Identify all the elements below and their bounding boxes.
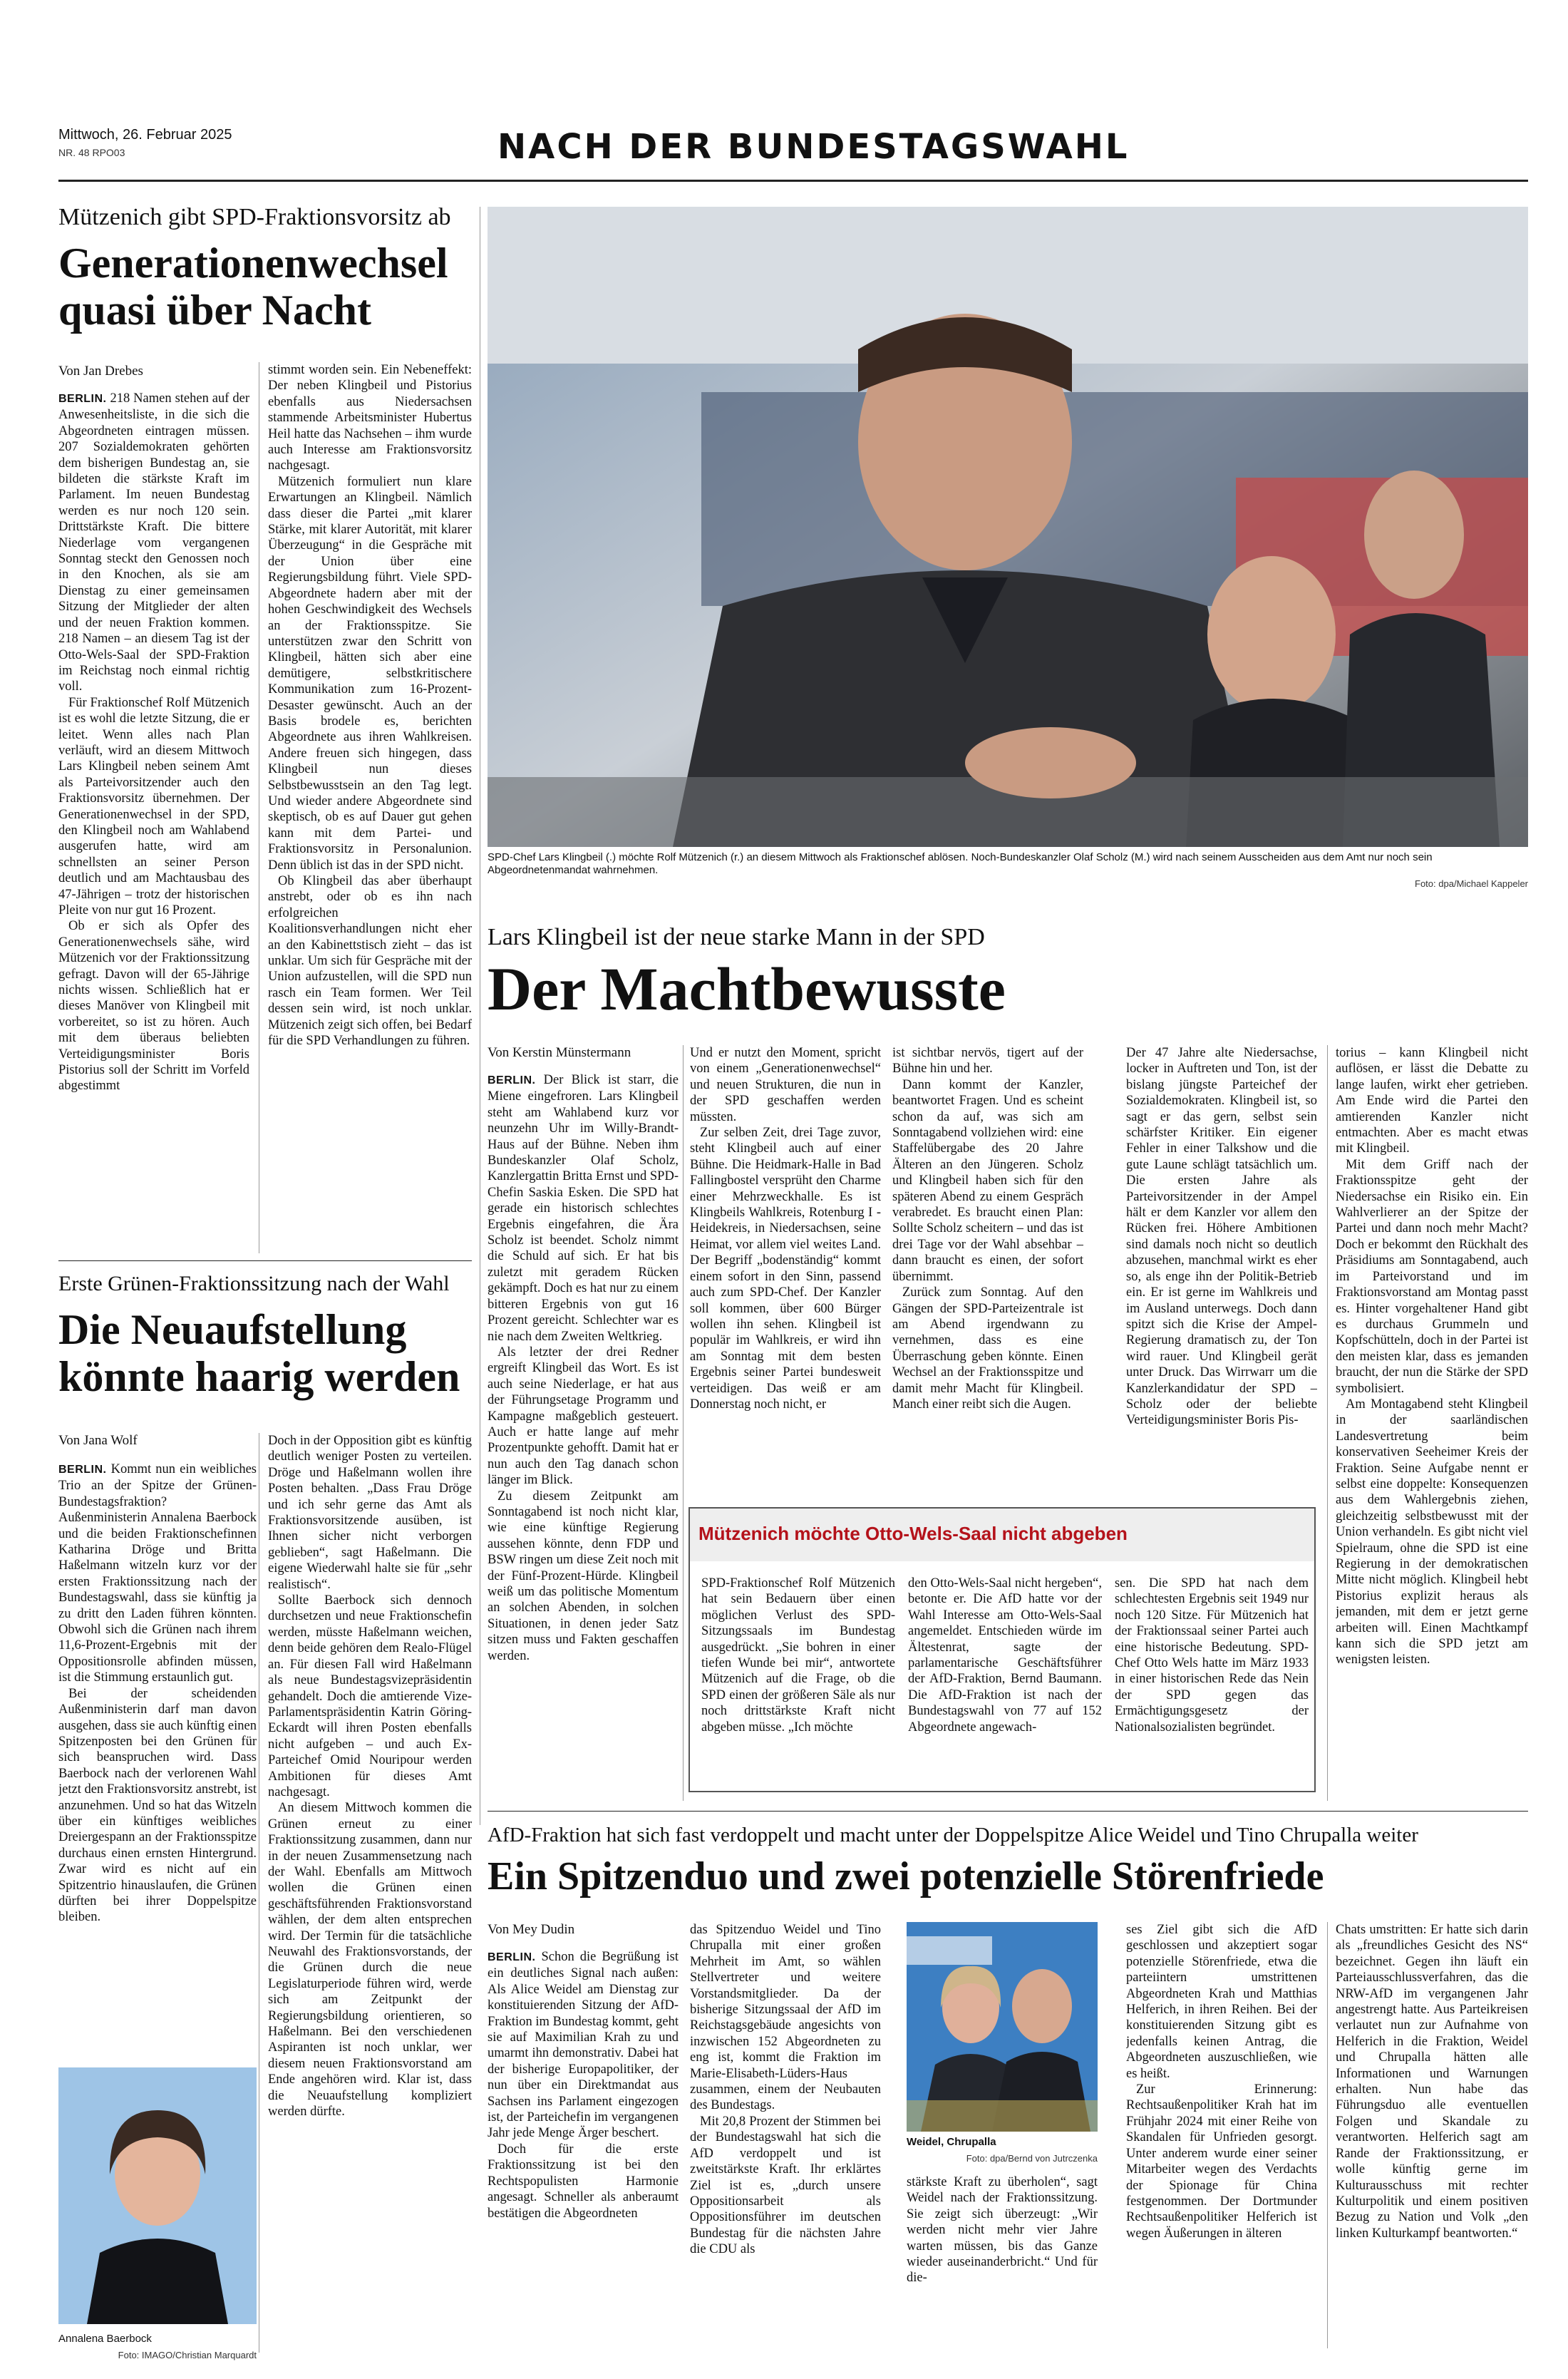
paragraph: Doch für die erste Fraktionssitzung ist bei den Rechtspopulisten Harmonie angesagt. Schneller als anberaumt bestätigen die Abgeordneten	[488, 2142, 679, 2221]
afd-photo	[907, 1922, 1098, 2132]
dateline-city: BERLIN.	[488, 1074, 536, 1086]
paragraph	[488, 1072, 679, 1345]
paragraph: das Spitzenduo Weidel und Tino Chrupalla mit einer großen Mehrheit im Amt, so wählen Stellvertreter und weitere Vorstandsmitglieder. Da der bisherige Sitzungssaal der AfD im Reichstagsgebäude angesichts von inzwischen 152 Abgeordneten zu eng ist, kommt die Fraktion im Marie-Elisabeth-Lüders-Haus zusammen, einem der Neubauten des Bundestags.	[690, 1923, 881, 2113]
article4-byline: Von Mey Dudin	[488, 1922, 575, 1937]
paragraph-text: Der Blick ist starr, die Miene eingefroren. Lars Klingbeil steht am Wahlabend kurz vor neunzehn Uhr im Willy-Brandt-Haus auf der Bühne. Neben ihm Bundeskanzler Olaf Scholz, Kanzlergattin Britta Ernst und SPD-Chefin Saskia Esken. Die SPD hat gerade ein historisch schlechtes Ergebnis eingefahren, die Ära Scholz ist beendet. Scholz nimmt die Schuld auf sich. Er hat bis zuletzt mit geradem Rücken gekämpft. Doch es hat nur zu einem bitteren Ergebnis von gut 16 Prozent gereicht. Schlechter war es nie nach dem Zweiten Weltkrieg.	[488, 1073, 679, 1344]
article1-headline-line1: Generationenwechsel	[58, 240, 448, 287]
main-photo	[488, 207, 1528, 847]
section-rule	[58, 1260, 472, 1261]
article4-column-5	[1336, 1922, 1528, 2348]
paragraph: Und er nutzt den Moment, spricht von einem „Generationenwechsel“ und neuen Strukturen, die nun in der SPD geschaffen werden müssten.	[690, 1046, 881, 1124]
paragraph: ses Ziel gibt sich die AfD geschlossen und akzeptiert sogar potenzielle Störenfriede, etwa die parteiintern umstrittenen Abgeordneten Krah und Matthias Helferich, in ihren Reihen. Bei der konstituierenden Sitzung gibt es jedenfalls keinen Antrag, die Abgeordneten auszuschließen, wie es heißt.	[1126, 1923, 1317, 2081]
article2-kicker: Lars Klingbeil ist der neue starke Mann in der SPD	[488, 924, 985, 950]
column-divider	[1327, 1922, 1328, 2348]
paragraph: Sollte Baerbock sich dennoch durchsetzen und neue Fraktionschefin werden, müsste Haßelmann weichen, denn beide gehören dem Realo-Flügel an. Für diesen Fall wird Haßelmann als neue Bundestagsvizepräsidentin gehandelt. Doch die amtierende Vize-Parlamentspräsidentin Katrin Göring-Eckardt will ihren Posten ebenfalls nicht aufgeben – und auch Ex-Parteichef Omid Nouripour werden Ambitionen für dieses Amt nachgesagt.	[268, 1593, 472, 1799]
article3-headline	[58, 1306, 460, 1400]
paragraph: Bei der scheidenden Außenministerin darf man davon ausgehen, dass sie auch künftig einen Spitzenposten bei den Grünen für sich beanspruchen wird. Dass Baerbock nach der verlorenen Wahl jetzt den Fraktionsvorsitz anstrebt, ist anzunehmen. Und so hat das Witzeln über ein künftiges weibliches Dreiergespann an der Fraktionsspitze durchaus einen ernsten Hintergrund. Zwar wird es nicht auf ein Spitzentrio hinauslaufen, die Grünen dürften bei ihrer Doppelspitze bleiben.	[58, 1686, 257, 1925]
paragraph: An diesem Mittwoch kommen die Grünen erneut zu einer Fraktionssitzung zusammen, dann nur in der neuen Zusammensetzung nach der Wahl. Ebenfalls am Mittwoch wollen die Grünen einen geschäftsführenden Fraktionsvorstand wählen, der dem alten entsprechen wird. Der Termin für die tatsächliche Neuwahl des Fraktionsvorstands, der die Grünen durch die neue Legislaturperiode führen wird, werde sich am Zeitpunkt der Regierungsbildung orientieren, so Haßelmann. Bei den verschiedenen Aspiranten ist noch unklar, wer diesem neuen Fraktionsvorstand am Ende angehören wird. Klar ist, dass die Neuaufstellung kompliziert werden dürfte.	[268, 1801, 472, 2119]
info-box-column-2	[908, 1576, 1102, 1787]
paragraph: Zurück zum Sonntag. Auf den Gängen der SPD-Parteizentrale ist am Abend irgendwann zu vernehmen, dass es eine Überraschung geben könnte. Einen Wechsel an der Fraktionsspitze und damit mehr Macht für Klingbeil. Manch einer reibt sich die Augen.	[892, 1285, 1083, 1412]
baerbock-photo-illustration	[58, 2067, 257, 2324]
issue-number: NR. 48 RPO03	[58, 147, 125, 158]
paragraph: Am Montagabend steht Klingbeil in der saarländischen Landesvertretung beim konservativen Seeheimer Kreis der Fraktion. Seine Aufgabe nennt er selbst eine doppelte: Konsequenzen aus dem Wahlergebnis ziehen, gleichzeitig selbstbewusst mit der Union verhandeln. Es gibt nicht viel Spielraum, ohne die SPD ist eine Regierung in der demokratischen Mitte nicht möglich. Klingbeil hebt Pistorius explizit heraus als jemanden, mit dem er jetzt gerne arbeiten will. Einen Machtkampf kann sich die SPD jetzt am wenigsten leisten.	[1336, 1397, 1528, 1668]
section-title: NACH DER BUNDESTAGSWAHL	[497, 127, 1130, 167]
article1-column-1	[58, 391, 249, 1253]
paragraph: sen. Die SPD hat nach dem schlechtesten Ergebnis seit 1949 nur noch 120 Sitze. Für Mützenich hat der Fraktionssaal seiner Partei auch eine historische Bedeutung. SPD-Chef Otto Wels hatte im März 1933 in einer historischen Rede das Nein der SPD gegen das Ermächtigungsgesetz der Nationalsozialisten begründet.	[1115, 1576, 1309, 1735]
article2-column-2	[690, 1045, 881, 1499]
article2-byline: Von Kerstin Münstermann	[488, 1045, 631, 1060]
paragraph: Der 47 Jahre alte Niedersachse, locker in Auftreten und Ton, ist der bislang jüngste Parteichef der Sozialdemokraten. Klingbeil ist, so sagt er das gern, selbst sein schärfster Kritiker. Ein eigener Fehler in einer Talkshow und die gute Laune schlägt tatsächlich um. Die ersten Jahre als Parteivorsitzender in der Ampel hält er dem Kanzler vor allem den Rücken frei. Höhere Ambitionen sind damals noch nicht so deutlich abzusehen, manchmal wirkt es eher so, als enge ihn der Politik-Betrieb ein. Er ist gerne im Wahlkreis und im Ausland unterwegs. Doch dann spitzt sich die Krise der Ampel-Regierung dramatisch zu, der Ton wird rauer. Und Klingbeil gerät unter Druck. Das Wirrwarr um die Kanzlerkandidatur der SPD – Scholz oder der beliebte Verteidigungsminister Boris Pis-	[1126, 1046, 1317, 1428]
dateline-city: BERLIN.	[58, 1464, 107, 1476]
baerbock-photo-credit: Foto: IMAGO/Christian Marquardt	[118, 2350, 257, 2360]
paragraph: Zu diesem Zeitpunkt am Sonntagabend ist noch nicht klar, wie eine künftige Regierung aussehen könnte, denn FDP und BSW ringen um diese Zeit noch mit der Fünf-Prozent-Hürde. Klingbeil weiß um das politische Momentum an solchen Abenden, in solchen Situationen, in denen jeder Satz sitzen muss und Fakten geschaffen werden.	[488, 1489, 679, 1663]
paragraph: Mützenich formuliert nun klare Erwartungen an Klingbeil. Nämlich dass dieser die Partei „mit klarer Stärke, mit klarer Autorität, mit klarer Überzeugung“ in die Gespräche mit der Union über eine Regierungsbildung führt. Viele SPD-Abgeordnete hadern aber mit der hohen Geschwindigkeit des Wechsels an der Fraktionsspitze. Sie unterstützen zwar den Schritt von Klingbeil, hätten sich aber eine demütigere, selbstkritischere Kommunikation zum 16-Prozent-Desaster gewünscht. Auch an der Basis brodele es, berichten Abgeordnete aus ihren Wahlkreisen. Andere freuen sich hingegen, dass Klingbeil nun dieses Selbstbewusstsein an den Tag legt. Und wieder andere Abgeordnete sind skeptisch, ob es auf Dauer gut gehen kann mit dem Partei- und Fraktionsvorsitz in Personalunion. Denn üblich ist das in der SPD nicht.	[268, 474, 472, 873]
paragraph: stärkste Kraft zu überholen“, sagt Weidel nach der Fraktionssitzung. Sie zeigt sich überzeugt: „Wir werden nicht mehr vier Jahre warten müssen, bis das Ganze wieder auseinanderbricht.“ Und für die-	[907, 2175, 1098, 2286]
article2-column-5	[1336, 1045, 1528, 1801]
article3-headline-line1: Die Neuaufstellung	[58, 1306, 407, 1353]
dateline-city: BERLIN.	[58, 393, 107, 405]
paragraph: Als letzter der drei Redner ergreift Klingbeil das Wort. Es ist auch seine Niederlage, er hat aus der Führungsetage Programm und Kampagne maßgeblich gesteuert. Auch er hatte lange auf mehr Prozentpunkte gehofft. Damit hat er nun auch den Tag danach schon länger im Blick.	[488, 1345, 679, 1488]
paragraph: Für Fraktionschef Rolf Mützenich ist es wohl die letzte Sitzung, die er leitet. Wenn alles nach Plan verläuft, wird an diesem Mittwoch Lars Klingbeil neben seinem Amt als Parteivorsitzender auch den Fraktionsvorsitz übernehmen. Der Generationenwechsel in der SPD, den Klingbeil noch am Wahlabend ausgerufen hatte, wird am schnellsten an seiner Person deutlich und am Machtausbau des 47-Jährigen – trotz der historischen Pleite von nur gut 16 Prozent.	[58, 695, 249, 918]
article4-column-1	[488, 1949, 679, 2348]
paragraph	[488, 1949, 679, 2142]
info-box-title: Mützenich möchte Otto-Wels-Saal nicht abgeben	[698, 1523, 1128, 1544]
baerbock-photo-caption: Annalena Baerbock	[58, 2333, 152, 2345]
article1-byline: Von Jan Drebes	[58, 364, 143, 379]
article2-column-3	[892, 1045, 1083, 1499]
paragraph: Mit 20,8 Prozent der Stimmen bei der Bundestagswahl hat sich die AfD verdoppelt und ist zweitstärkste Kraft. Ihr erklärtes Ziel ist es, „durch unsere Oppositionsarbeit als Oppositionsführer im deutschen Bundestag für die nächsten Jahre die CDU als	[690, 2114, 881, 2257]
paragraph: torius – kann Klingbeil nicht auflösen, er lässt die Debatte zu lange laufen, wirkt eher getrieben. Am Ende wird die Partei den amtierenden Kanzler nicht entmachten. Aber es macht etwas mit Klingbeil.	[1336, 1046, 1528, 1156]
paragraph: Ob Klingbeil das aber überhaupt anstrebt, oder ob es ihn nach erfolgreichen Koalitionsverhandlungen nicht eher an den Kabinettstisch zieht – das ist unklar. Um sich für Gespräche mit der Union aufzustellen, will die SPD nun rasch ein Team formen. Wer Teil dessen sein wird, ist noch unklar. Mützenich zeigt sich offen, bei Bedarf für die SPD Verhandlungen zu führen.	[268, 874, 472, 1049]
article2-column-1	[488, 1072, 679, 1801]
paragraph: Doch in der Opposition gibt es künftig deutlich weniger Posten zu verteilen. Dröge und Haßelmann wollen ihre Posten behalten. „Dass Frau Dröge und ich sehr gerne das Amt als Fraktionsvorsitzende ausüben, ist Ihnen sicher nicht verborgen geblieben“, sagt Haßelmann. Die eigene Wiederwahl halte sie für „sehr realistisch“.	[268, 1434, 472, 1592]
article4-column-4	[1126, 1922, 1317, 2348]
dateline: Mittwoch, 26. Februar 2025	[58, 127, 232, 143]
main-photo-credit: Foto: dpa/Michael Kappeler	[1415, 878, 1528, 889]
paragraph: Dann kommt der Kanzler, beantwortet Fragen. Und es scheint schon da auf, was sich am Sonntagabend vollziehen wird: eine Staffelübergabe des 20 Jahre Älteren an den Jüngeren. Scholz und Klingbeil haben sich für den späteren Abend zu einem Gespräch verabredet. Es braucht einen Plan: Sollte Scholz scheitern – und das ist drei Tage vor der Wahl absehbar – dann braucht es einen, der sofort übernimmt.	[892, 1077, 1083, 1284]
article2-column-4	[1126, 1045, 1317, 1499]
article4-column-3	[907, 2174, 1098, 2348]
paragraph	[58, 1461, 257, 1686]
article3-headline-line2: könnte haarig werden	[58, 1353, 460, 1400]
article1-headline-line2: quasi über Nacht	[58, 287, 371, 334]
article3-kicker: Erste Grünen-Fraktionssitzung nach der Wahl	[58, 1272, 450, 1295]
article3-column-2	[268, 1433, 472, 2353]
article2-headline: Der Machtbewusste	[488, 955, 1006, 1023]
info-box-column-1	[701, 1576, 895, 1787]
paragraph: Chats umstritten: Er hatte sich darin als „freundliches Gesicht des NS“ bezeichnet. Gegen ihn läuft ein Parteiausschlussverfahren, das die NRW-AfD im vergangenen Jahr angestrengt hatte. Aus Parteikreisen verlautet nun zur Aufnahme von Helferich in die Fraktion, Weidel und Chrupalla hätten alle Informationen und Warnungen erhalten. Nun habe das Führungsduo alle eventuellen Folgen und Skandale zu verantworten. Helferich sagt am Rande der Fraktionssitzung, er wolle künftig gerne im Kulturausschuss mit rechter Kulturpolitik und einem positiven Bezug zu Nation und Volk „den linken Kulturkampf beantworten.“	[1336, 1923, 1528, 2241]
paragraph-text: Schon die Begrüßung ist ein deutliches Signal nach außen: Als Alice Weidel am Dienstag zur konstituierenden Sitzung der AfD-Fraktion im Bundestag kommt, geht sie auf Maximilian Krah zu und umarmt ihn demonstrativ. Dabei hat der bisherige Europapolitiker, der nun über ein Direktmandat aus Sachsen ins Parlament eingezogen ist, der Parteichefin im vergangenen Jahr jede Menge Ärger beschert.	[488, 1950, 679, 2141]
article3-byline: Von Jana Wolf	[58, 1433, 138, 1448]
baerbock-photo	[58, 2067, 257, 2324]
afd-photo-credit: Foto: dpa/Bernd von Jutrczenka	[966, 2153, 1098, 2164]
dateline-city: BERLIN.	[488, 1951, 536, 1963]
afd-photo-caption: Weidel, Chrupalla	[907, 2136, 996, 2148]
afd-photo-illustration	[907, 1922, 1098, 2132]
section-rule	[488, 1811, 1528, 1812]
paragraph: Zur selben Zeit, drei Tage zuvor, steht Klingbeil auch auf einer Bühne. Die Heidmark-Halle in Bad Fallingbostel versprüht den Charme einer Mehrzweckhalle. Es ist Klingbeils Wahlkreis, Rotenburg I - Heidekreis, in Niedersachsen, seine Heimat, vor allem viel weites Land. Der Begriff „bodenständig“ kommt einem sofort in den Sinn, passend auch zum SPD-Chef. Der Kanzler soll kommen, über 600 Bürger wollen ihn sehen. Klingbeil ist populär im Wahlkreis, er wird ihn am Sonntag mit dem besten Ergebnis seiner Partei bundesweit verteidigen. Das weiß er am Donnerstag noch nicht, er	[690, 1126, 881, 1412]
paragraph: Ob er sich als Opfer des Generationenwechsels sähe, wird Mützenich vor der Fraktionssitzung gefragt. Davon will der 65-Jährige nichts wissen. Schließlich hat er dieses Manöver von Klingbeil mit vorbereitet, so ist zu hören. Auch mit dem überaus beliebten Verteidigungsminister Boris Pistorius soll der Schritt im Vorfeld abgestimmt	[58, 919, 249, 1094]
info-box-column-3	[1115, 1576, 1309, 1787]
paragraph: ist sichtbar nervös, tigert auf der Bühne hin und her.	[892, 1046, 1083, 1077]
paragraph: stimmt worden sein. Ein Nebeneffekt: Der neben Klingbeil und Pistorius ebenfalls aus Niedersachsen stammende Arbeitsminister Hubertus Heil hatte das Nachsehen – ihm wurde auch Interesse am Fraktionsvorsitz nachgesagt.	[268, 363, 472, 473]
article4-headline: Ein Spitzenduo und zwei potenzielle Störenfriede	[488, 1854, 1324, 1898]
masthead-rule	[58, 180, 1528, 182]
column-divider	[1327, 1045, 1328, 1801]
paragraph: SPD-Fraktionschef Rolf Mützenich hat sein Bedauern über einen möglichen Verlust des SPD-Sitzungssaals im Bundestag ausgedrückt. „Sie bohren in einer tiefen Wunde bei mir“, antwortete Mützenich auf die Frage, ob die SPD einen der größeren Säle als nur noch drittstärkste Kraft nicht abgeben müsse. „Ich möchte	[701, 1576, 895, 1735]
paragraph: Mit dem Griff nach der Fraktionsspitze geht der Niedersachse ein Risiko ein. Ein Wahlverlierer an der Spitze der Partei und dann noch mehr Macht? Doch er bekommt den Rückhalt des Präsidiums am Sonntagabend, auch im Parteivorstand und im Fraktionsvorstand am Montag passt es. Hinter vorgehaltener Hand gibt es durchaus Grummeln und Kopfschütteln, doch in der Partei ist den meisten klar, dass es jemanden braucht, der nun die Stärke der SPD symbolisiert.	[1336, 1157, 1528, 1396]
paragraph-text: 218 Namen stehen auf der Anwesenheitsliste, in die sich die Abgeordneten eintragen müssen. 207 Sozialdemokraten gehörten dem bisherigen Bundestag an, sie bildeten die stärkste Kraft im Parlament. Im neuen Bundestag werden es nur noch 120 sein. Drittstärkste Kraft. Die bittere Niederlage vom vergangenen Sonntag steckt den Genossen noch in den Knochen, als sie am Dienstag zu einer gemeinsamen Sitzung der Mitglieder der alten und der neuen Fraktion kommen. 218 Namen – an diesem Tag ist der Otto-Wels-Saal der SPD-Fraktion im Reichstag noch einmal richtig voll.	[58, 391, 249, 694]
article1-column-2	[268, 362, 472, 1253]
paragraph-text: Kommt nun ein weibliches Trio an der Spitze der Grünen-Bundestagsfraktion? Außenministerin Annalena Baerbock und die beiden Fraktionschefinnen Katharina Dröge und Britta Haßelmann witzeln kurz vor der ersten Fraktionssitzung nach der Bundestagswahl, dass sie künftig ja zu dritt den Laden führen könnten. Obwohl sich die Grünen nach ihrem 11,6-Prozent-Ergebnis mit der Oppositionsrolle abfinden müssen, ist die Stimmung erstaunlich gut.	[58, 1462, 257, 1685]
paragraph: Zur Erinnerung: Rechtsaußenpolitiker Krah hat im Frühjahr 2024 mit einer Reihe von Skandalen für Unfrieden gesorgt. Unter anderem wurde einer seiner Mitarbeiter wegen des Verdachts der Spionage für China festgenommen. Der Dortmunder Rechtsaußenpolitiker Helferich ist wegen Äußerungen in älteren	[1126, 2082, 1317, 2241]
paragraph	[58, 391, 249, 695]
klingbeil-photo-illustration	[488, 207, 1528, 847]
main-photo-caption: SPD-Chef Lars Klingbeil (.) möchte Rolf Mützenich (r.) an diesem Mittwoch als Fraktionschef ablösen. Noch-Bundeskanzler Olaf Scholz (M.) wird nach seinem Ausscheiden aus dem Amt nur noch sein Abgeordnetenmandat wahrnehmen.	[488, 851, 1433, 876]
article1-headline	[58, 240, 448, 334]
article1-kicker: Mützenich gibt SPD-Fraktionsvorsitz ab	[58, 204, 451, 230]
article4-column-2	[690, 1922, 881, 2348]
paragraph: den Otto-Wels-Saal nicht hergeben“, betonte er. Die AfD hatte vor der Wahl Interesse am Otto-Wels-Saal angemeldet. Entschieden würde im Ältestenrat, sagte der parlamentarische Geschäftsführer der AfD-Fraktion, Bernd Baumann. Die AfD-Fraktion ist nach der Bundestagswahl von 77 auf 152 Abgeordnete angewach-	[908, 1576, 1102, 1735]
column-divider	[683, 1045, 684, 1801]
article4-kicker: AfD-Fraktion hat sich fast verdoppelt und macht unter der Doppelspitze Alice Weidel und Tino Chrupalla weiter	[488, 1824, 1418, 1846]
article3-column-1	[58, 1461, 257, 2060]
